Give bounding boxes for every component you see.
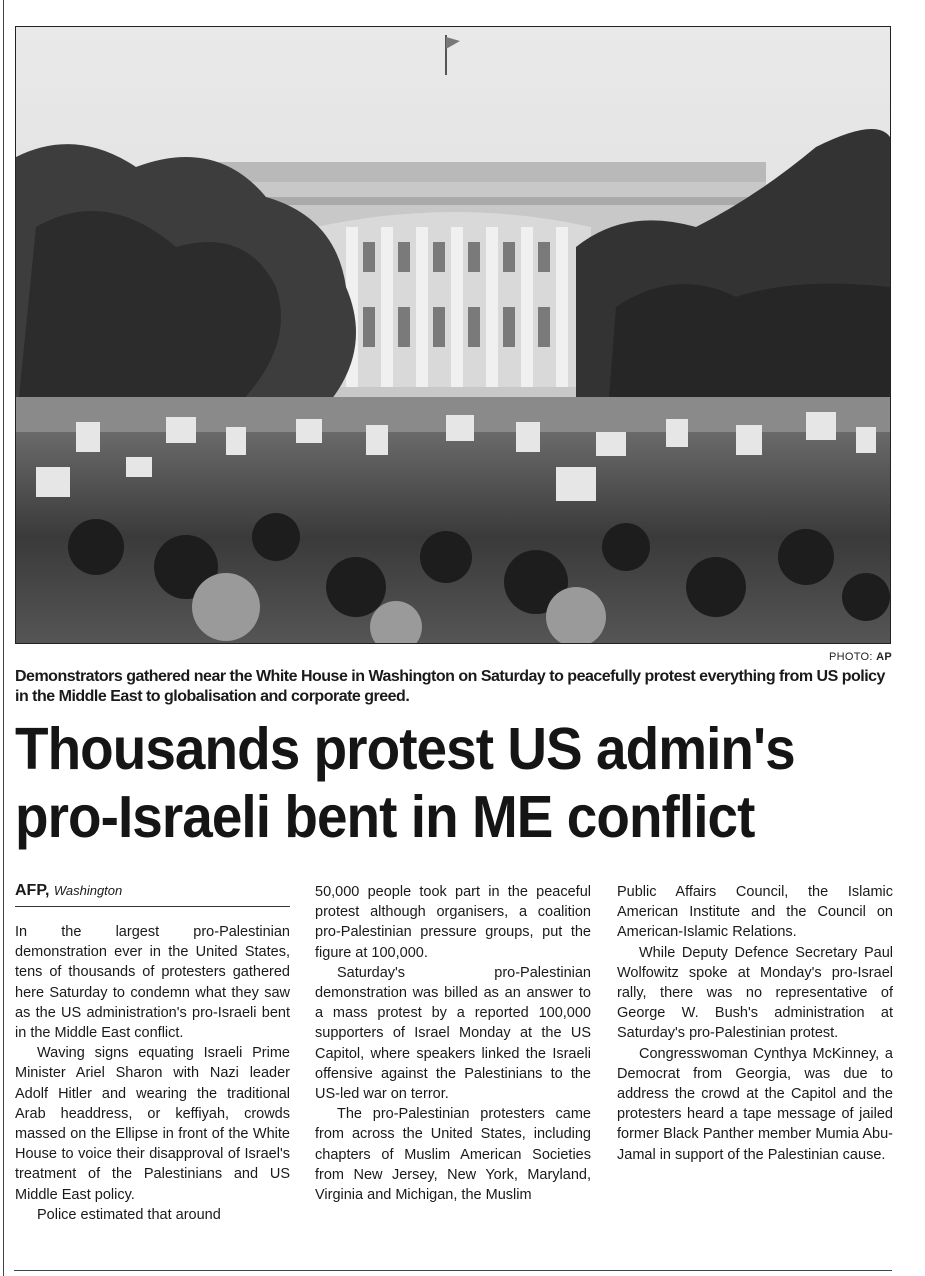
paragraph: Congresswoman Cynthya McKinney, a Democrat from Georgia, was due to address the crowd at the Capitol and the protesters heard a tape message of jailed former Black Panther member Mumia Abu-Jamal in support of the Palestinian cause. — [617, 1045, 893, 1163]
page-bottom-rule — [14, 1270, 892, 1271]
paragraph: 50,000 people took part in the peaceful protest although organisers, a coalition pro-Palestinian pressure groups, put the figure at 100,000. — [315, 884, 591, 961]
paragraph: Saturday's pro-Palestinian demonstration was billed as an answer to a mass protest by a reported 100,000 supporters of Israel Monday at the US Capitol, where speakers linked the Israeli offensive against the Palestinians to the US-led war on terror. — [315, 964, 591, 1103]
paragraph: In the largest pro-Palestinian demonstration ever in the United States, tens of thousands of protesters gathered here Saturday to condemn what they saw as the US administration's pro-Israeli bent in the Middle East conflict. — [15, 924, 290, 1042]
paragraph: While Deputy Defence Secretary Paul Wolfowitz spoke at Monday's pro-Israel rally, there was no representative of George W. Bush's administration at Saturday's pro-Palestinian protest. — [617, 944, 893, 1042]
paragraph: Police estimated that around — [37, 1206, 221, 1223]
photo-caption: Demonstrators gathered near the White House in Washington on Saturday to peacefully protest everything from US policy in the Middle East to globalisation and corporate greed. — [15, 668, 885, 705]
paragraph: Public Affairs Council, the Islamic American Institute and the Council on American-Islamic Relations. — [617, 884, 893, 941]
headline-line-1: Thousands protest US admin's — [15, 716, 795, 782]
headline — [15, 715, 843, 851]
headline-line-2: pro-Israeli bent in ME conflict — [15, 784, 755, 850]
photo-credit: PHOTO: AP — [828, 651, 892, 663]
paragraph: Waving signs equating Israeli Prime Minister Ariel Sharon with Nazi leader Adolf Hitler and wearing the traditional Arab headdress, or keffiyah, crowds massed on the Ellipse in front of the White House to voice their disapproval of Israel's treatment of the Palestinians and US Middle East policy. — [15, 1045, 290, 1203]
news-photo — [15, 26, 891, 644]
byline — [15, 882, 290, 907]
article-column-3 — [617, 882, 893, 1165]
byline-agency: AFP, — [15, 882, 50, 899]
page-left-rule — [3, 0, 4, 1276]
paragraph: The pro-Palestinian protesters came from across the United States, including chapters of Muslim American Societies from New Jersey, New York, Maryland, Virginia and Michigan, the Muslim — [315, 1106, 591, 1204]
byline-place: Washington — [53, 883, 123, 898]
article-column-2 — [315, 882, 591, 1205]
white-house-protest-photo — [16, 27, 890, 643]
article-column-1 — [15, 922, 290, 1225]
